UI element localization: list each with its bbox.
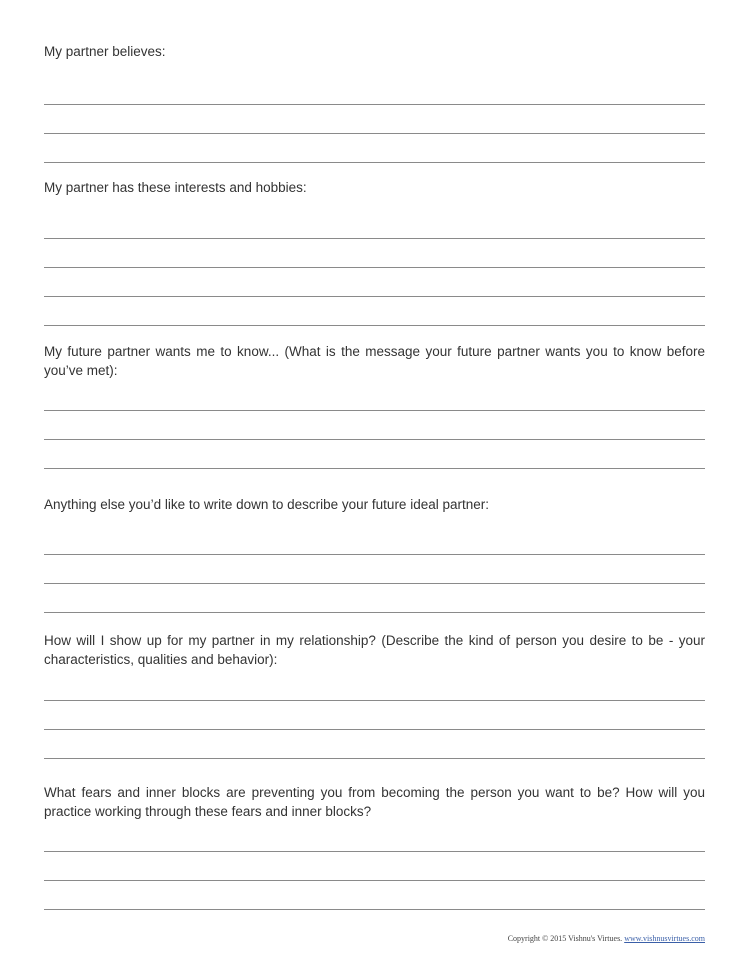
answer-line[interactable] bbox=[44, 672, 705, 701]
answer-line[interactable] bbox=[44, 701, 705, 730]
question-label: My future partner wants me to know... (What is the message your future partner wants you to know before you’ve met): bbox=[44, 344, 705, 378]
answer-line[interactable] bbox=[44, 105, 705, 134]
question-label: Anything else you’d like to write down to describe your future ideal partner: bbox=[44, 497, 489, 512]
section-message bbox=[44, 342, 705, 469]
answer-line[interactable] bbox=[44, 297, 705, 326]
section-anything-else bbox=[44, 495, 705, 613]
question-label: What fears and inner blocks are preventing you from becoming the person you want to be? How will you practice working through these fears and inner blocks? bbox=[44, 785, 705, 819]
answer-line[interactable] bbox=[44, 382, 705, 411]
footer bbox=[508, 934, 705, 943]
section-show-up bbox=[44, 631, 705, 759]
question-label: How will I show up for my partner in my relationship? (Describe the kind of person you desire to be - your characteristics, qualities and behavior): bbox=[44, 633, 705, 667]
question-label: My partner believes: bbox=[44, 44, 166, 59]
answer-line[interactable] bbox=[44, 268, 705, 297]
answer-line[interactable] bbox=[44, 134, 705, 163]
answer-line[interactable] bbox=[44, 76, 705, 105]
answer-line[interactable] bbox=[44, 411, 705, 440]
answer-line[interactable] bbox=[44, 881, 705, 910]
answer-line[interactable] bbox=[44, 210, 705, 239]
answer-line[interactable] bbox=[44, 555, 705, 584]
answer-line[interactable] bbox=[44, 823, 705, 852]
answer-line[interactable] bbox=[44, 526, 705, 555]
answer-line[interactable] bbox=[44, 239, 705, 268]
section-fears bbox=[44, 783, 705, 910]
website-link[interactable]: www.vishnusvirtues.com bbox=[624, 934, 705, 943]
section-beliefs bbox=[44, 42, 705, 163]
answer-line[interactable] bbox=[44, 440, 705, 469]
answer-line[interactable] bbox=[44, 730, 705, 759]
question-label: My partner has these interests and hobbies: bbox=[44, 180, 307, 195]
answer-line[interactable] bbox=[44, 852, 705, 881]
section-interests bbox=[44, 178, 705, 326]
copyright-text: Copyright © 2015 Vishnu's Virtues. bbox=[507, 934, 623, 943]
answer-line[interactable] bbox=[44, 584, 705, 613]
